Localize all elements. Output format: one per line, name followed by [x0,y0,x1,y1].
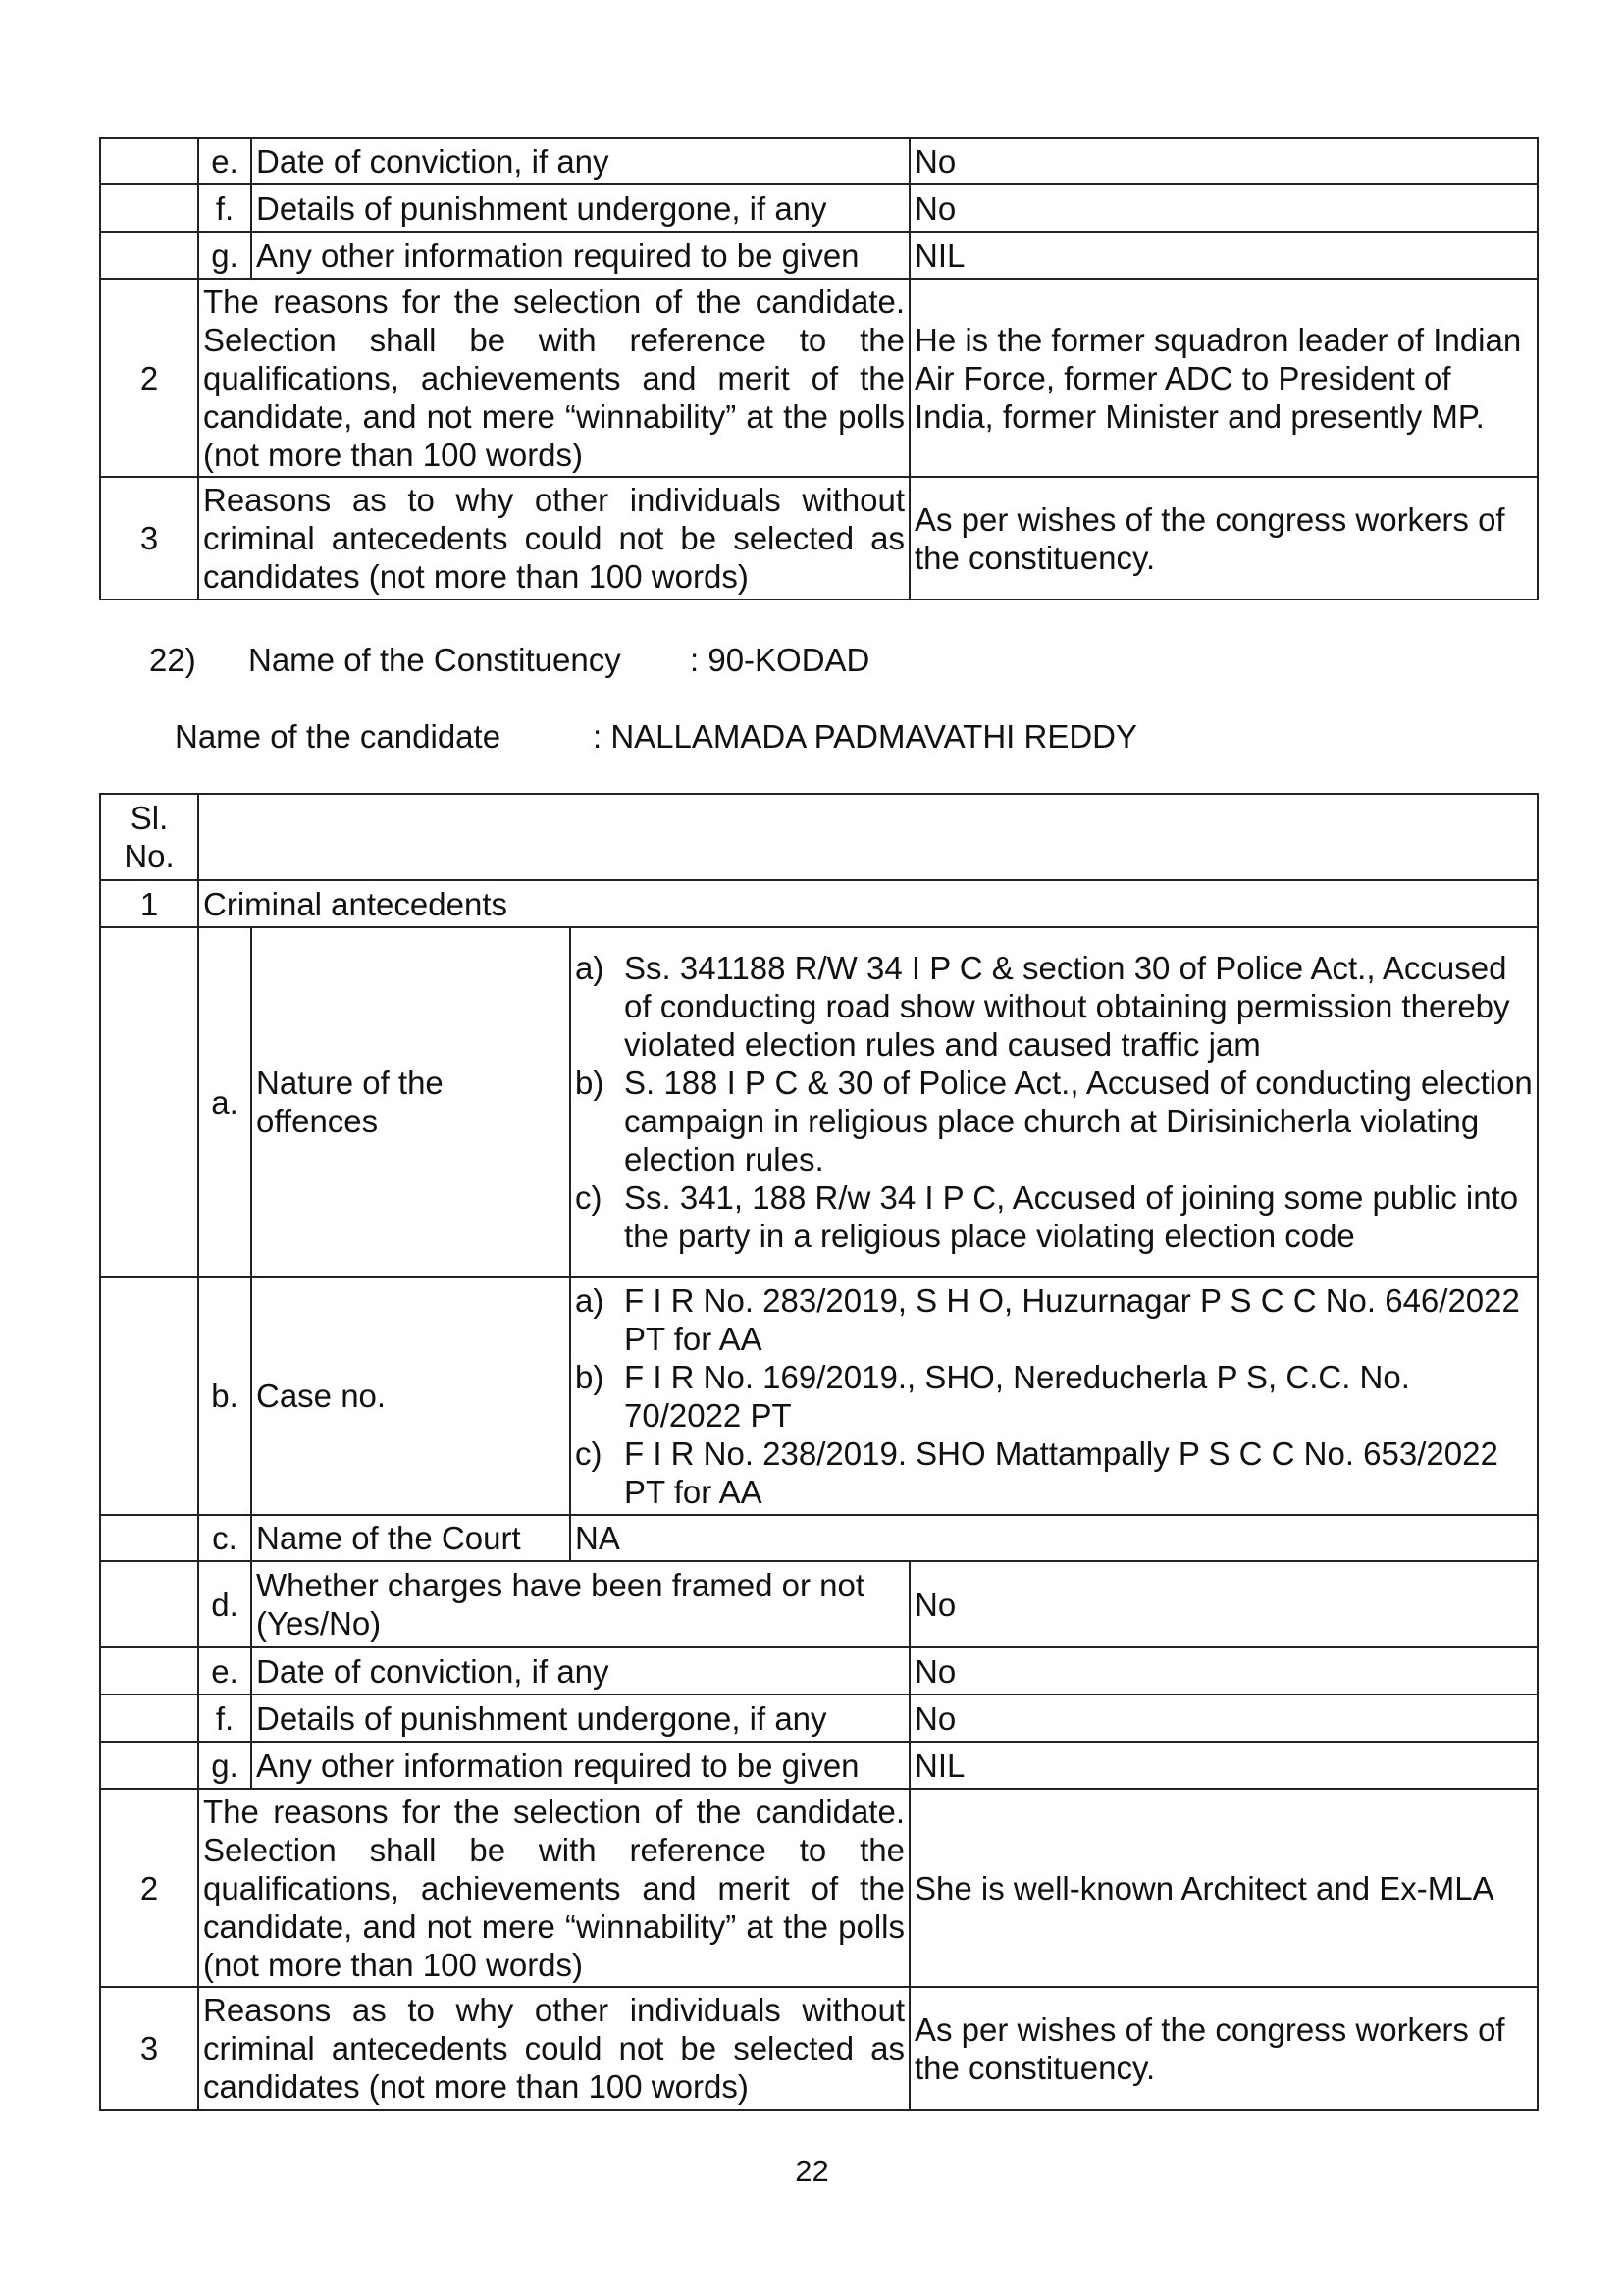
candidate-value: : NALLAMADA PADMAVATHI REDDY [593,718,1138,755]
reason-question: The reasons for the selection of the candidate. Selection shall be with reference to the qualifications, achievements and merit of the candidate, and not mere “winnability” at the polls (not more than 100 words) [198,1789,910,1987]
reason-question: Reasons as to why other individuals without criminal antecedents could not be selected as candidates (not more than 100 words) [198,477,910,600]
constituency-label: Name of the Constituency [248,642,621,678]
table-row [100,880,1538,927]
row-label: Date of conviction, if any [251,138,910,184]
list-item: b) F I R No. 169/2019., SHO, Nereducherla P S, C.C. No. 70/2022 PT [575,1358,1410,1434]
row-label: Case no. [251,1277,570,1515]
row-letter: g. [198,1742,251,1789]
row-value: No [910,184,1538,232]
table-row [100,184,1538,232]
list-item: a) Ss. 341188 R/W 34 I P C & section 30 of Police Act., Accused of conducting road show without obtaining permission thereby violated election rules and caused traffic jam [575,950,1510,1063]
row-letter: a. [198,927,251,1277]
row-label: Whether charges have been framed or not (Yes/No) [251,1561,910,1647]
row-number: 1 [100,880,198,927]
table-row [100,138,1538,184]
candidate-details-table [99,793,1539,2111]
row-label: Any other information required to be given [251,232,910,279]
previous-candidate-table [99,137,1539,600]
row-value: NA [570,1515,1538,1561]
candidate-label: Name of the candidate [175,718,501,755]
section-title: Criminal antecedents [198,880,1538,927]
row-value: No [910,1695,1538,1742]
row-letter: f. [198,1695,251,1742]
table-row [100,927,1538,1277]
row-letter: e. [198,1647,251,1695]
table-row [100,1647,1538,1695]
row-value: NIL [910,1742,1538,1789]
constituency-value: : 90-KODAD [690,642,870,678]
table-row [100,1742,1538,1789]
row-number: 2 [100,279,198,477]
case-list-cell [570,1277,1538,1515]
row-number: 2 [100,1789,198,1987]
row-label: Details of punishment undergone, if any [251,184,910,232]
row-value: NIL [910,232,1538,279]
table-row [100,1277,1538,1515]
row-letter: e. [198,138,251,184]
row-label: Date of conviction, if any [251,1647,910,1695]
row-label: Details of punishment undergone, if any [251,1695,910,1742]
entry-number: 22) [149,642,196,678]
reason-answer: As per wishes of the congress workers of the constituency. [910,477,1538,600]
table-row [100,1789,1538,1987]
offences-list-cell [570,927,1538,1277]
table-row [100,1561,1538,1647]
list-item: c) F I R No. 238/2019. SHO Mattampally P S C C No. 653/2022 PT for AA [575,1434,1498,1510]
row-value: No [910,1561,1538,1647]
table-row [100,279,1538,477]
list-item: a) F I R No. 283/2019, S H O, Huzurnagar P S C C No. 646/2022 PT for AA [575,1281,1520,1357]
row-number: 3 [100,477,198,600]
table-row [100,477,1538,600]
table-row [100,1987,1538,2110]
row-label: Any other information required to be given [251,1742,910,1789]
row-letter: g. [198,232,251,279]
row-value: No [910,1647,1538,1695]
reason-question: Reasons as to why other individuals without criminal antecedents could not be selected as candidates (not more than 100 words) [198,1987,910,2110]
row-value: No [910,138,1538,184]
row-label: Name of the Court [251,1515,570,1561]
row-letter: b. [198,1277,251,1515]
offences-list [575,949,1533,1255]
list-item: b) S. 188 I P C & 30 of Police Act., Accused of conducting election campaign in religious place church at Dirisinicherla violating election rules. [575,1065,1533,1177]
reason-answer: As per wishes of the congress workers of the constituency. [910,1987,1538,2110]
case-list [575,1281,1533,1511]
page-number: 22 [795,2154,829,2188]
table-row [100,1695,1538,1742]
row-number: 3 [100,1987,198,2110]
row-letter: c. [198,1515,251,1561]
list-item: c) Ss. 341, 188 R/w 34 I P C, Accused of joining some public into the party in a religious place violating election code [575,1179,1519,1254]
table-header-row [100,794,1538,880]
reason-question: The reasons for the selection of the candidate. Selection shall be with reference to the qualifications, achievements and merit of the candidate, and not mere “winnability” at the polls (not more than 100 words) [198,279,910,477]
sl-no-header: Sl. No. [100,794,198,880]
reason-answer: He is the former squadron leader of Indian Air Force, former ADC to President of India, former Minister and presently MP. [910,279,1538,477]
table-row [100,1515,1538,1561]
row-label: Nature of the offences [251,927,570,1277]
row-letter: f. [198,184,251,232]
reason-answer: She is well-known Architect and Ex-MLA [910,1789,1538,1987]
row-letter: d. [198,1561,251,1647]
table-row [100,232,1538,279]
